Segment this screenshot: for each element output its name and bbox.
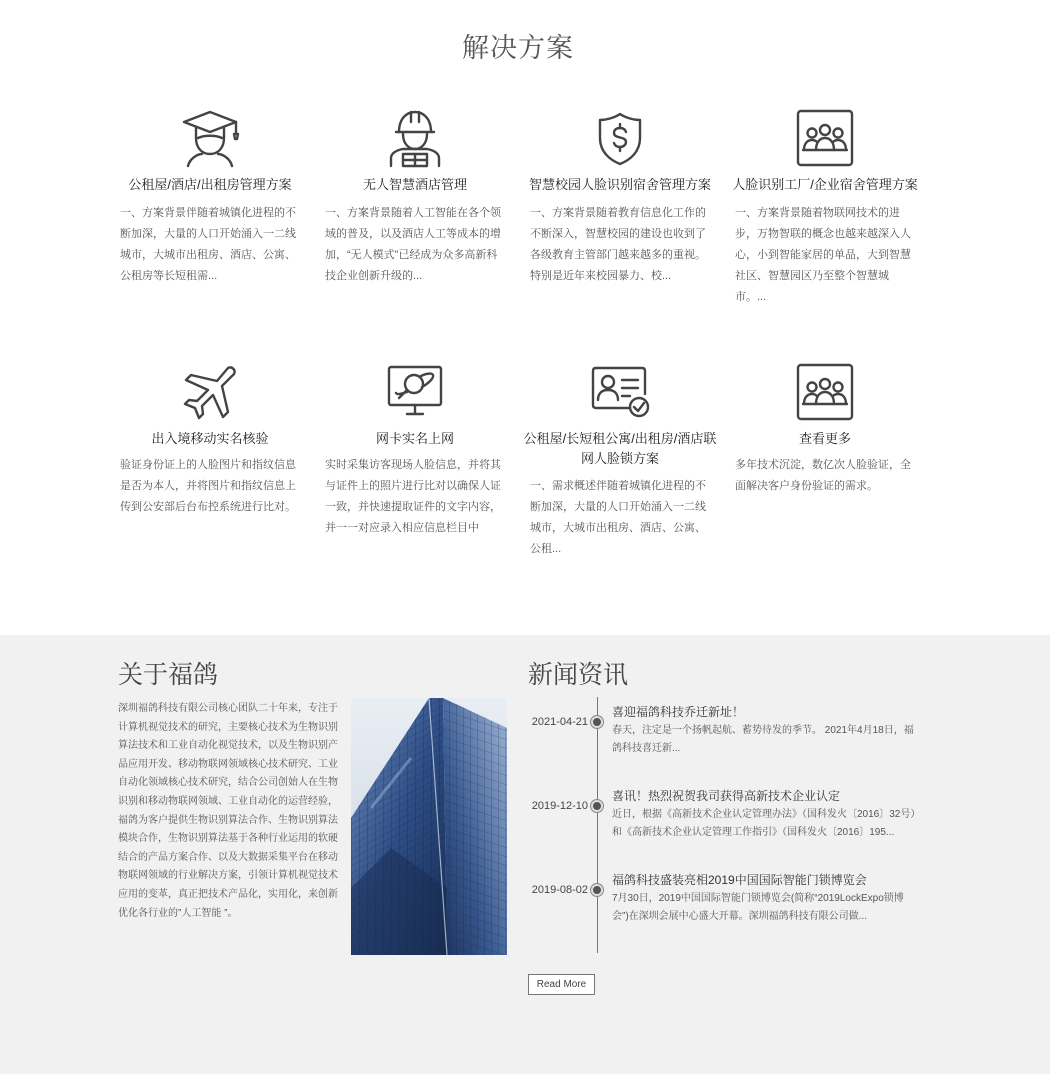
- news-date: 2019-08-02: [531, 884, 588, 896]
- timeline-dot: [591, 716, 603, 728]
- news-title: 新闻资讯: [528, 661, 629, 689]
- timeline-line: [597, 697, 598, 953]
- news-item-desc: 春天，注定是一个扬帆起航、蓄势待发的季节。 2021年4月18日，福鸽科技喜迁新...: [612, 725, 914, 754]
- worker-icon: [325, 108, 505, 168]
- about-title: 关于福鸽: [118, 661, 219, 689]
- about-text: 深圳福鸽科技有限公司核心团队二十年来，专注于计算机视觉技术的研究，主要核心技术为生物识别算法技术和工业自动化视觉技术，以及生物识别产品应用开发、移动物联网领域核心技术研究、工业自动化领域核心技术研究，结合公司创始人在生物识别和移动物联网领域、工业自动化的运营经验，福鸽为客户提供生物识别算法合作、生物识别算法模块合作，生物识别算法基于各种行业运用的软硬结合的产品方案合作、以及大数据采集平台在移动物联网领域的行业解决方案，引领计算机视觉技术应用的变革，真正把技术产品化，实用化，来创新优化各行业的”人工智能 ”。: [118, 703, 338, 919]
- solution-card-title: 出入境移动实名核验: [151, 431, 269, 446]
- solution-card-desc: 验证身份证上的人脸图片和指纹信息是否为本人，并将图片和指纹信息上传到公安部后台布控系统进行比对。: [120, 459, 296, 513]
- monitor-search-icon: [325, 362, 505, 422]
- news-date: 2019-12-10: [531, 800, 588, 812]
- timeline-dot: [591, 800, 603, 812]
- view-more-desc: 多年技术沉淀，数亿次人脸验证，全面解决客户身份验证的需求。: [735, 459, 911, 492]
- news-item-desc: 7月30日，2019中国国际智能门锁博览会(简称“2019LockExpo锁博会”)在深圳会展中心盛大开幕。深圳福鸽科技有限公司做...: [612, 893, 904, 922]
- solution-card-desc: 一、方案背景随着物联网技术的进步，万物智联的概念也越来越深入人心，小到智能家居的单品，大到智慧社区、智慧园区乃至整个智慧城市。...: [735, 207, 911, 303]
- group-icon: [735, 362, 915, 422]
- solution-card-desc: 一、方案背景伴随着城镇化进程的不断加深，大量的人口开始涌入一二线城市，大城市出租房、酒店、公寓、公租房等长短租需...: [120, 207, 296, 282]
- solution-card-title: 公租屋/酒店/出租房管理方案: [128, 177, 292, 192]
- news-item-desc: 近日，根据《高新技术企业认定管理办法》（国科发火〔2016〕32号）和《高新技术企业认定管理工作指引》（国科发火〔2016〕195...: [612, 809, 916, 838]
- solution-card-title: 无人智慧酒店管理: [362, 177, 467, 192]
- news-item-title[interactable]: 喜讯！热烈祝贺我司获得高新技术企业认定: [612, 789, 841, 803]
- shield-dollar-icon: [530, 108, 710, 168]
- airplane-icon: [120, 362, 300, 422]
- news-item-title[interactable]: 喜迎福鸽科技乔迁新址！: [612, 705, 745, 719]
- solution-card-title: 网卡实名上网: [375, 431, 454, 446]
- building-image: [351, 698, 507, 955]
- solution-card-desc: 一、需求概述伴随着城镇化进程的不断加深，大量的人口开始涌入一二线城市，大城市出租房、酒店、公寓、公租...: [530, 480, 706, 555]
- solution-card-desc: 实时采集访客现场人脸信息，并将其与证件上的照片进行比对以确保人证一致，并快速提取证件的文字内容，并一一对应录入相应信息栏目中: [325, 459, 501, 534]
- timeline-dot: [591, 884, 603, 896]
- solutions-title: 解决方案: [462, 33, 574, 63]
- view-more-title[interactable]: 查看更多: [798, 431, 851, 446]
- solution-card-desc: 一、方案背景随着人工智能在各个领域的普及，以及酒店人工等成本的增加，“无人模式”已经成为众多高新科技企业创新升级的...: [325, 207, 501, 282]
- solution-card-desc: 一、方案背景随着教育信息化工作的不断深入，智慧校园的建设也收到了各级教育主管部门越来越多的重视。特别是近年来校园暴力、校...: [530, 207, 706, 282]
- solution-card-title: 公租屋/长短租公寓/出租房/酒店联网人脸锁方案: [523, 431, 717, 466]
- news-date: 2021-04-21: [531, 716, 588, 728]
- solution-card-title: 人脸识别工厂/企业宿舍管理方案: [732, 177, 918, 192]
- group-icon: [735, 108, 915, 168]
- graduation-cap-icon: [120, 108, 300, 168]
- about-news-section: [0, 635, 1050, 1074]
- news-item-title[interactable]: 福鸽科技盛装亮相2019中国国际智能门锁博览会: [612, 873, 867, 887]
- solution-card-title: 智慧校园人脸识别宿舍管理方案: [528, 177, 711, 192]
- read-more-button[interactable]: Read More: [528, 974, 595, 995]
- id-card-check-icon: [530, 362, 710, 422]
